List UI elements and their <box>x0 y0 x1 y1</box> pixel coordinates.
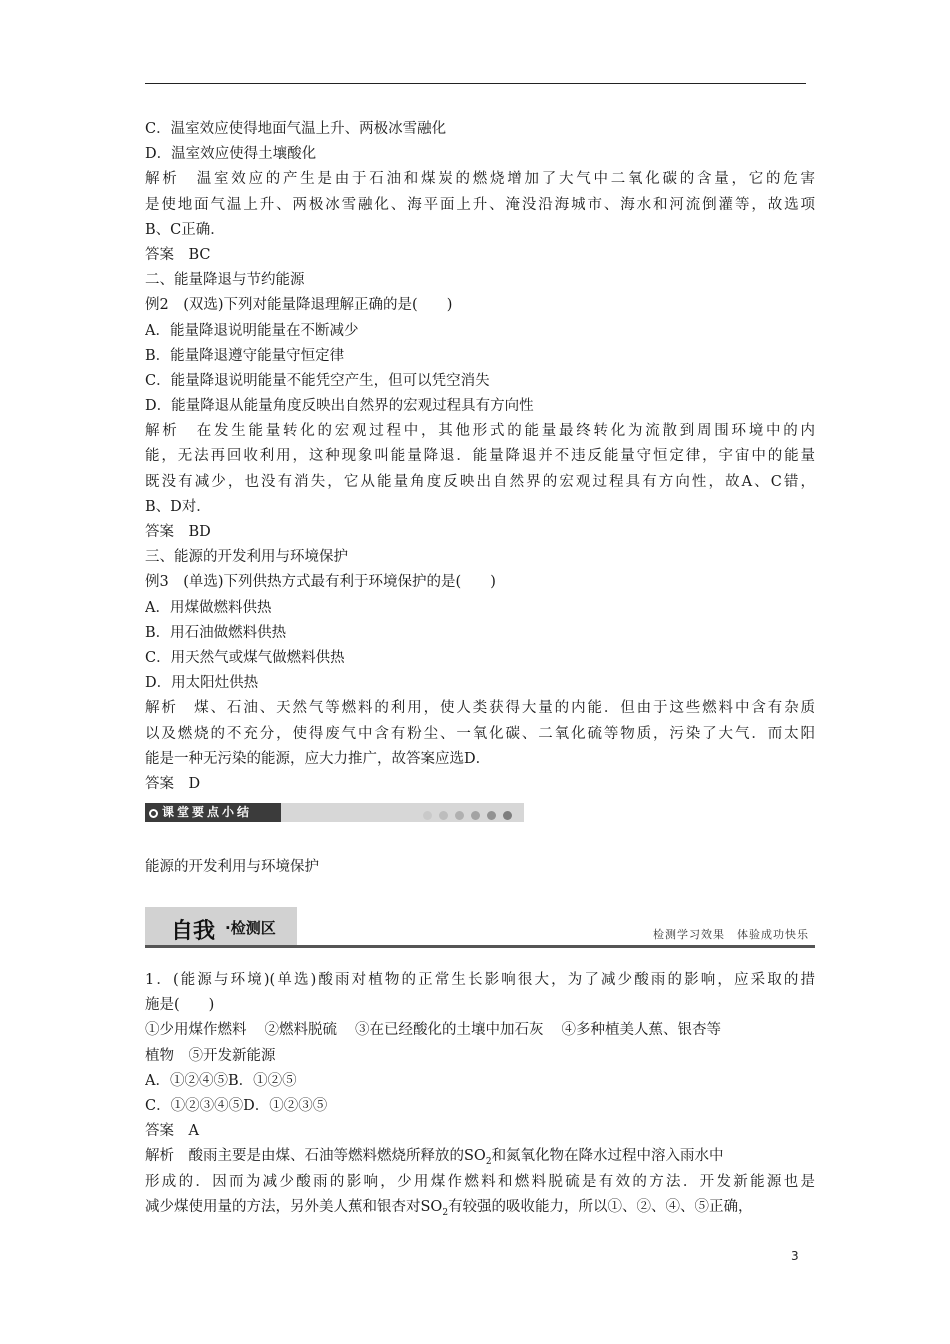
dot-icon <box>439 811 448 820</box>
option-item: ②燃料脱硫 <box>264 1022 337 1039</box>
analysis-line <box>145 1144 815 1169</box>
text-line: 能是一种无污染的能源，应大力推广，故答案应选D． <box>145 750 491 767</box>
section-heading: 二、能量降退与节约能源 <box>145 272 305 289</box>
text-line: D．温室效应使得土壤酸化 <box>145 146 317 163</box>
option-line: C．能量降退说明能量不能凭空产生，但可以凭空消失 <box>145 372 490 389</box>
answer-line: 答案 A <box>145 1123 199 1140</box>
summary-text: 能源的开发利用与环境保护 <box>145 859 319 876</box>
header-rule <box>145 83 806 84</box>
page-number: 3 <box>791 1249 799 1263</box>
self-check-title: 自我 <box>171 919 216 945</box>
text-line: 既没有减少，也没有消失，它从能量角度反映出自然界的宏观过程具有方向性，故A、C错， <box>145 473 815 490</box>
option-line: D．能量降退从能量角度反映出自然界的宏观过程具有方向性 <box>145 398 534 415</box>
subscript: 2 <box>442 1207 449 1218</box>
target-icon <box>149 809 158 818</box>
decorative-dots <box>416 808 512 824</box>
self-check-header <box>145 907 815 947</box>
example-question: 例3 (单选)下列供热方式最有利于环境保护的是( ) <box>145 574 496 591</box>
question-options <box>145 1018 815 1043</box>
answer-line: 答案 D <box>145 775 201 792</box>
summary-banner-label: 课堂要点小结 <box>162 805 253 820</box>
dot-icon <box>503 811 512 820</box>
option-item: ③在已经酸化的土壤中加石灰 <box>355 1022 544 1039</box>
analysis-text: 解析 酸雨主要是由煤、石油等燃料燃烧所释放的SO <box>145 1148 486 1165</box>
question-stem: 1．(能源与环境)(单选)酸雨对植物的正常生长影响很大，为了减少酸雨的影响，应采取的措 <box>145 972 815 989</box>
text-line: B、D对． <box>145 498 211 515</box>
question-1 <box>145 968 815 1220</box>
option-line: B．能量降退遵守能量守恒定律 <box>145 347 345 364</box>
self-check-subtitle: ·检测区 <box>225 919 276 938</box>
question-options: 植物 ⑤开发新能源 <box>145 1047 276 1064</box>
analysis-text: 和氮氧化物在降水过程中溶入雨水中 <box>491 1148 724 1165</box>
option-item: ①少用煤作燃料 <box>145 1022 247 1039</box>
self-check-slogan: 检测学习效果 体验成功快乐 <box>653 928 809 942</box>
text-line: 能，无法再回收利用，这种现象叫能量降退．能量降退并不违反能量守恒定律，宇宙中的能量 <box>145 448 815 465</box>
text-line: C．温室效应使得地面气温上升、两极冰雪融化 <box>145 121 447 137</box>
option-line: C．用天然气或煤气做燃料供热 <box>145 649 345 666</box>
option-item: ④多种植美人蕉、银杏等 <box>561 1022 721 1039</box>
dot-icon <box>455 811 464 820</box>
dot-icon <box>487 811 496 820</box>
dot-icon <box>471 811 480 820</box>
section-heading: 三、能源的开发利用与环境保护 <box>145 549 348 566</box>
dot-icon <box>423 811 432 820</box>
analysis-line: 形成的．因而为减少酸雨的影响，少用煤作燃料和燃料脱硫是有效的方法．开发新能源也是 <box>145 1173 815 1190</box>
option-line: A．用煤做燃料供热 <box>145 599 272 616</box>
subscript: 2 <box>485 1157 492 1168</box>
answer-line: 答案 BC <box>145 246 211 263</box>
option-line: D．用太阳灶供热 <box>145 675 259 692</box>
text-line: 是使地面气温上升、两极冰雪融化、海平面上升、淹没沿海城市、海水和河流倒灌等，故选项 <box>145 196 815 213</box>
text-line: 解析 煤、石油、天然气等燃料的利用，使人类获得大量的内能．但由于这些燃料中含有杂质 <box>145 700 815 717</box>
option-line: B．用石油做燃料供热 <box>145 624 287 641</box>
example-question: 例2 (双选)下列对能量降退理解正确的是( ) <box>145 297 453 314</box>
text-line: B、C正确． <box>145 221 225 238</box>
question-stem: 施是( ) <box>145 997 215 1014</box>
page-content <box>145 117 815 1220</box>
choice-line: C．①②③④⑤D．①②③⑤ <box>145 1098 328 1114</box>
analysis-text: 减少煤使用量的方法，另外美人蕉和银杏对SO <box>145 1198 443 1215</box>
answer-line: 答案 BD <box>145 524 211 540</box>
text-line: 解析 在发生能量转化的宏观过程中，其他形式的能量最终转化为流散到周围环境中的内 <box>145 423 815 440</box>
analysis-text: 有较强的吸收能力，所以①、②、④、⑤正确， <box>448 1198 753 1215</box>
option-line: A．能量降退说明能量在不断减少 <box>145 322 359 339</box>
summary-banner <box>145 803 524 822</box>
text-line: 解析 温室效应的产生是由于石油和煤炭的燃烧增加了大气中二氧化碳的含量，它的危害 <box>145 171 815 188</box>
summary-tag <box>145 803 281 822</box>
analysis-line <box>145 1195 815 1220</box>
text-line: 以及燃烧的不充分，使得废气中含有粉尘、一氧化碳、二氧化硫等物质，污染了大气．而太阳 <box>145 725 815 742</box>
choice-line: A．①②④⑤B．①②⑤ <box>145 1072 297 1089</box>
self-check-rule <box>145 945 815 948</box>
